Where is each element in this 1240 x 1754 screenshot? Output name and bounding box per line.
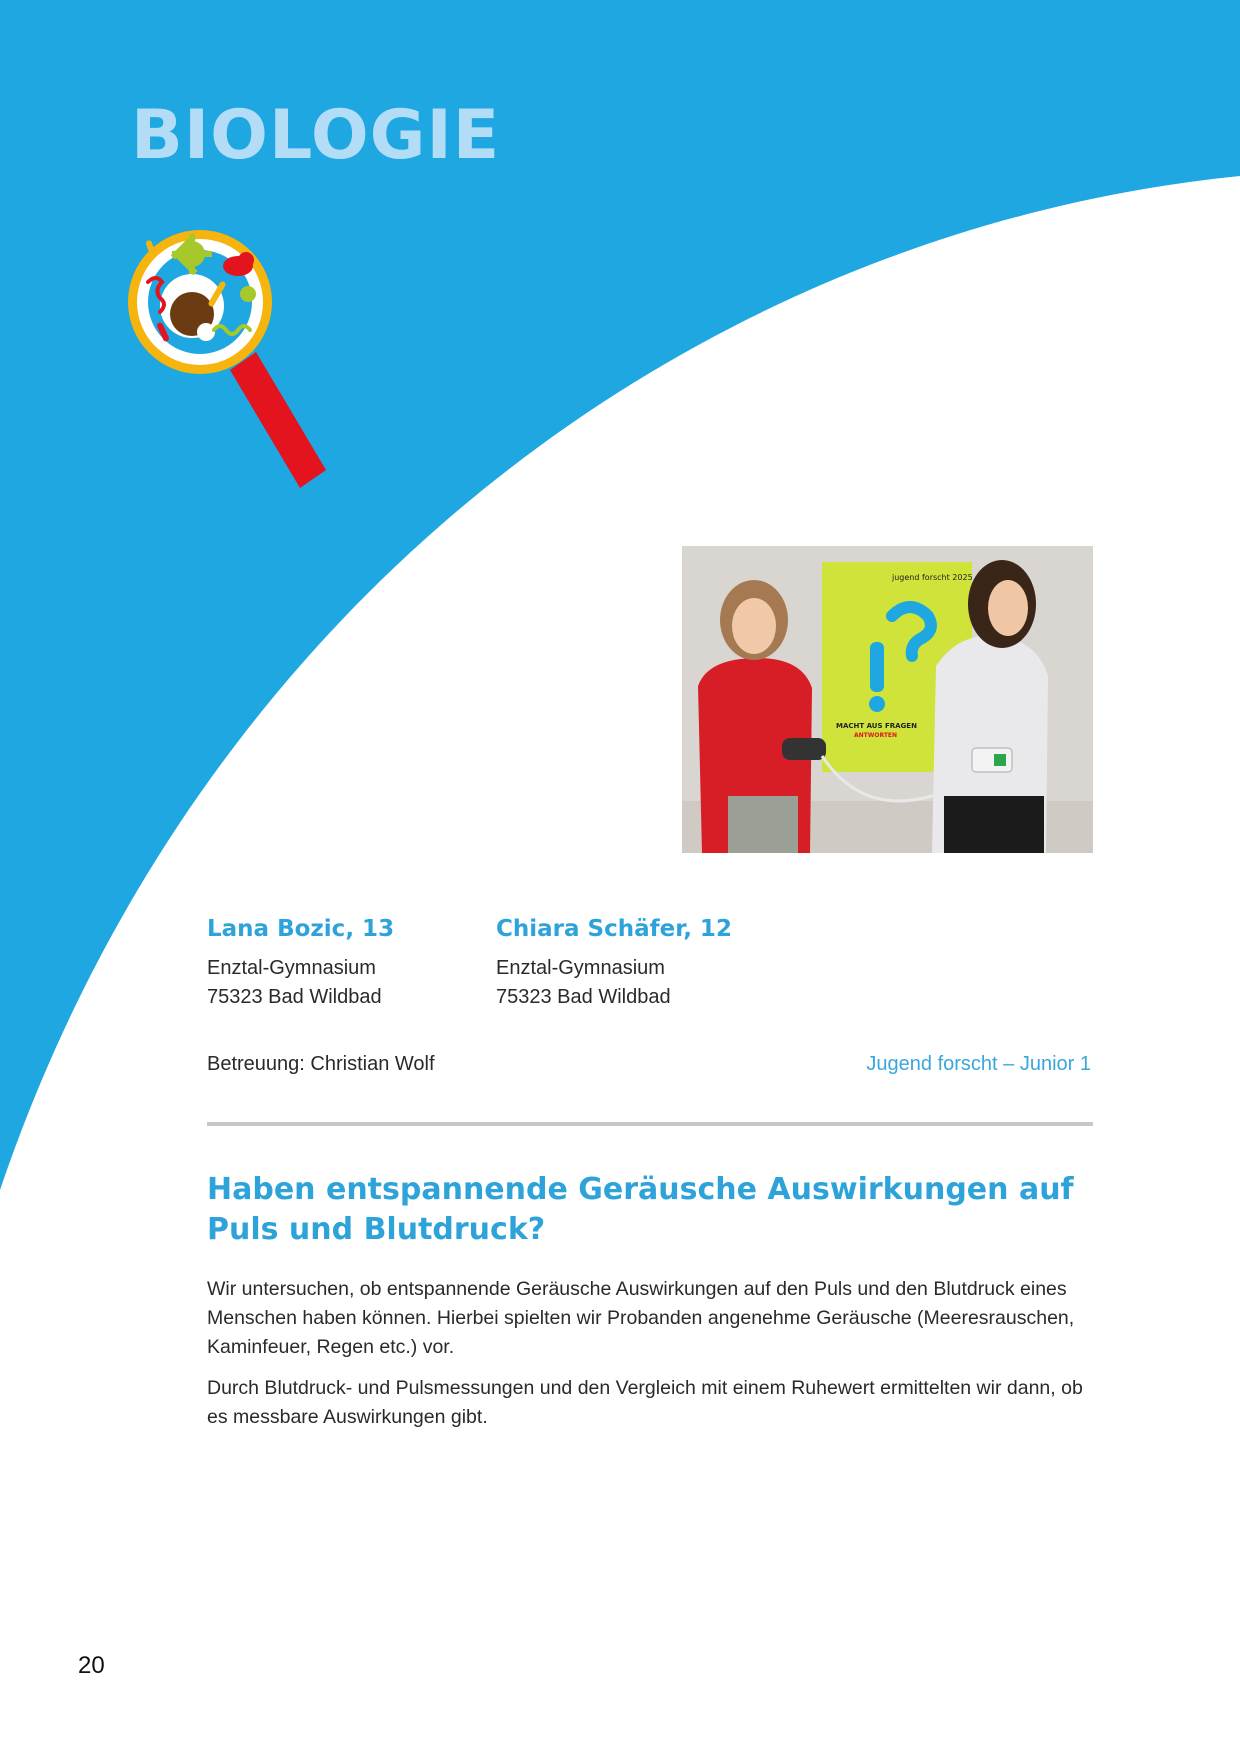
participant-1 <box>207 916 394 1012</box>
participant-2 <box>496 916 732 1012</box>
page-number: 20 <box>78 1652 105 1679</box>
participant-school: Enztal-Gymnasium <box>496 957 665 979</box>
section-title: BIOLOGIE <box>131 96 501 175</box>
description-paragraph: Wir untersuchen, ob entspannende Geräusche Auswirkungen auf den Puls und den Blutdruck eines Menschen haben können. Hierbei spielten wir Probanden angenehme Geräusche (Meeresrauschen, Kaminfeuer, Regen etc.) vor. <box>207 1278 1075 1358</box>
poster-slogan: MACHT AUS FRAGEN <box>836 722 917 730</box>
poster-brand: jugend forscht 2025 <box>892 573 973 582</box>
participant-city: 75323 Bad Wildbad <box>496 986 671 1008</box>
project-description <box>207 1275 1093 1444</box>
project-photo <box>682 546 1093 853</box>
divider <box>207 1122 1093 1126</box>
competition-category: Jugend forscht – Junior 1 <box>866 1053 1091 1075</box>
project-title: Haben entspannende Geräusche Auswirkungen auf Puls und Blutdruck? <box>207 1172 1074 1247</box>
supervision: Betreuung: Christian Wolf <box>207 1053 435 1075</box>
magnifier-handle <box>230 352 326 488</box>
participant-name: Lana Bozic, 13 <box>207 916 395 942</box>
description-paragraph: Durch Blutdruck- und Pulsmessungen und den Vergleich mit einem Ruhewert ermittelten wir dann, ob es messbare Auswirkungen gibt. <box>207 1377 1083 1428</box>
participant-name: Chiara Schäfer, 12 <box>496 916 732 942</box>
magnifier-microbes-icon <box>118 222 338 498</box>
participant-school: Enztal-Gymnasium <box>207 957 376 979</box>
participant-city: 75323 Bad Wildbad <box>207 986 382 1008</box>
blood-pressure-cuff <box>782 738 826 760</box>
poster-slogan-sub: ANTWORTEN <box>854 732 898 739</box>
